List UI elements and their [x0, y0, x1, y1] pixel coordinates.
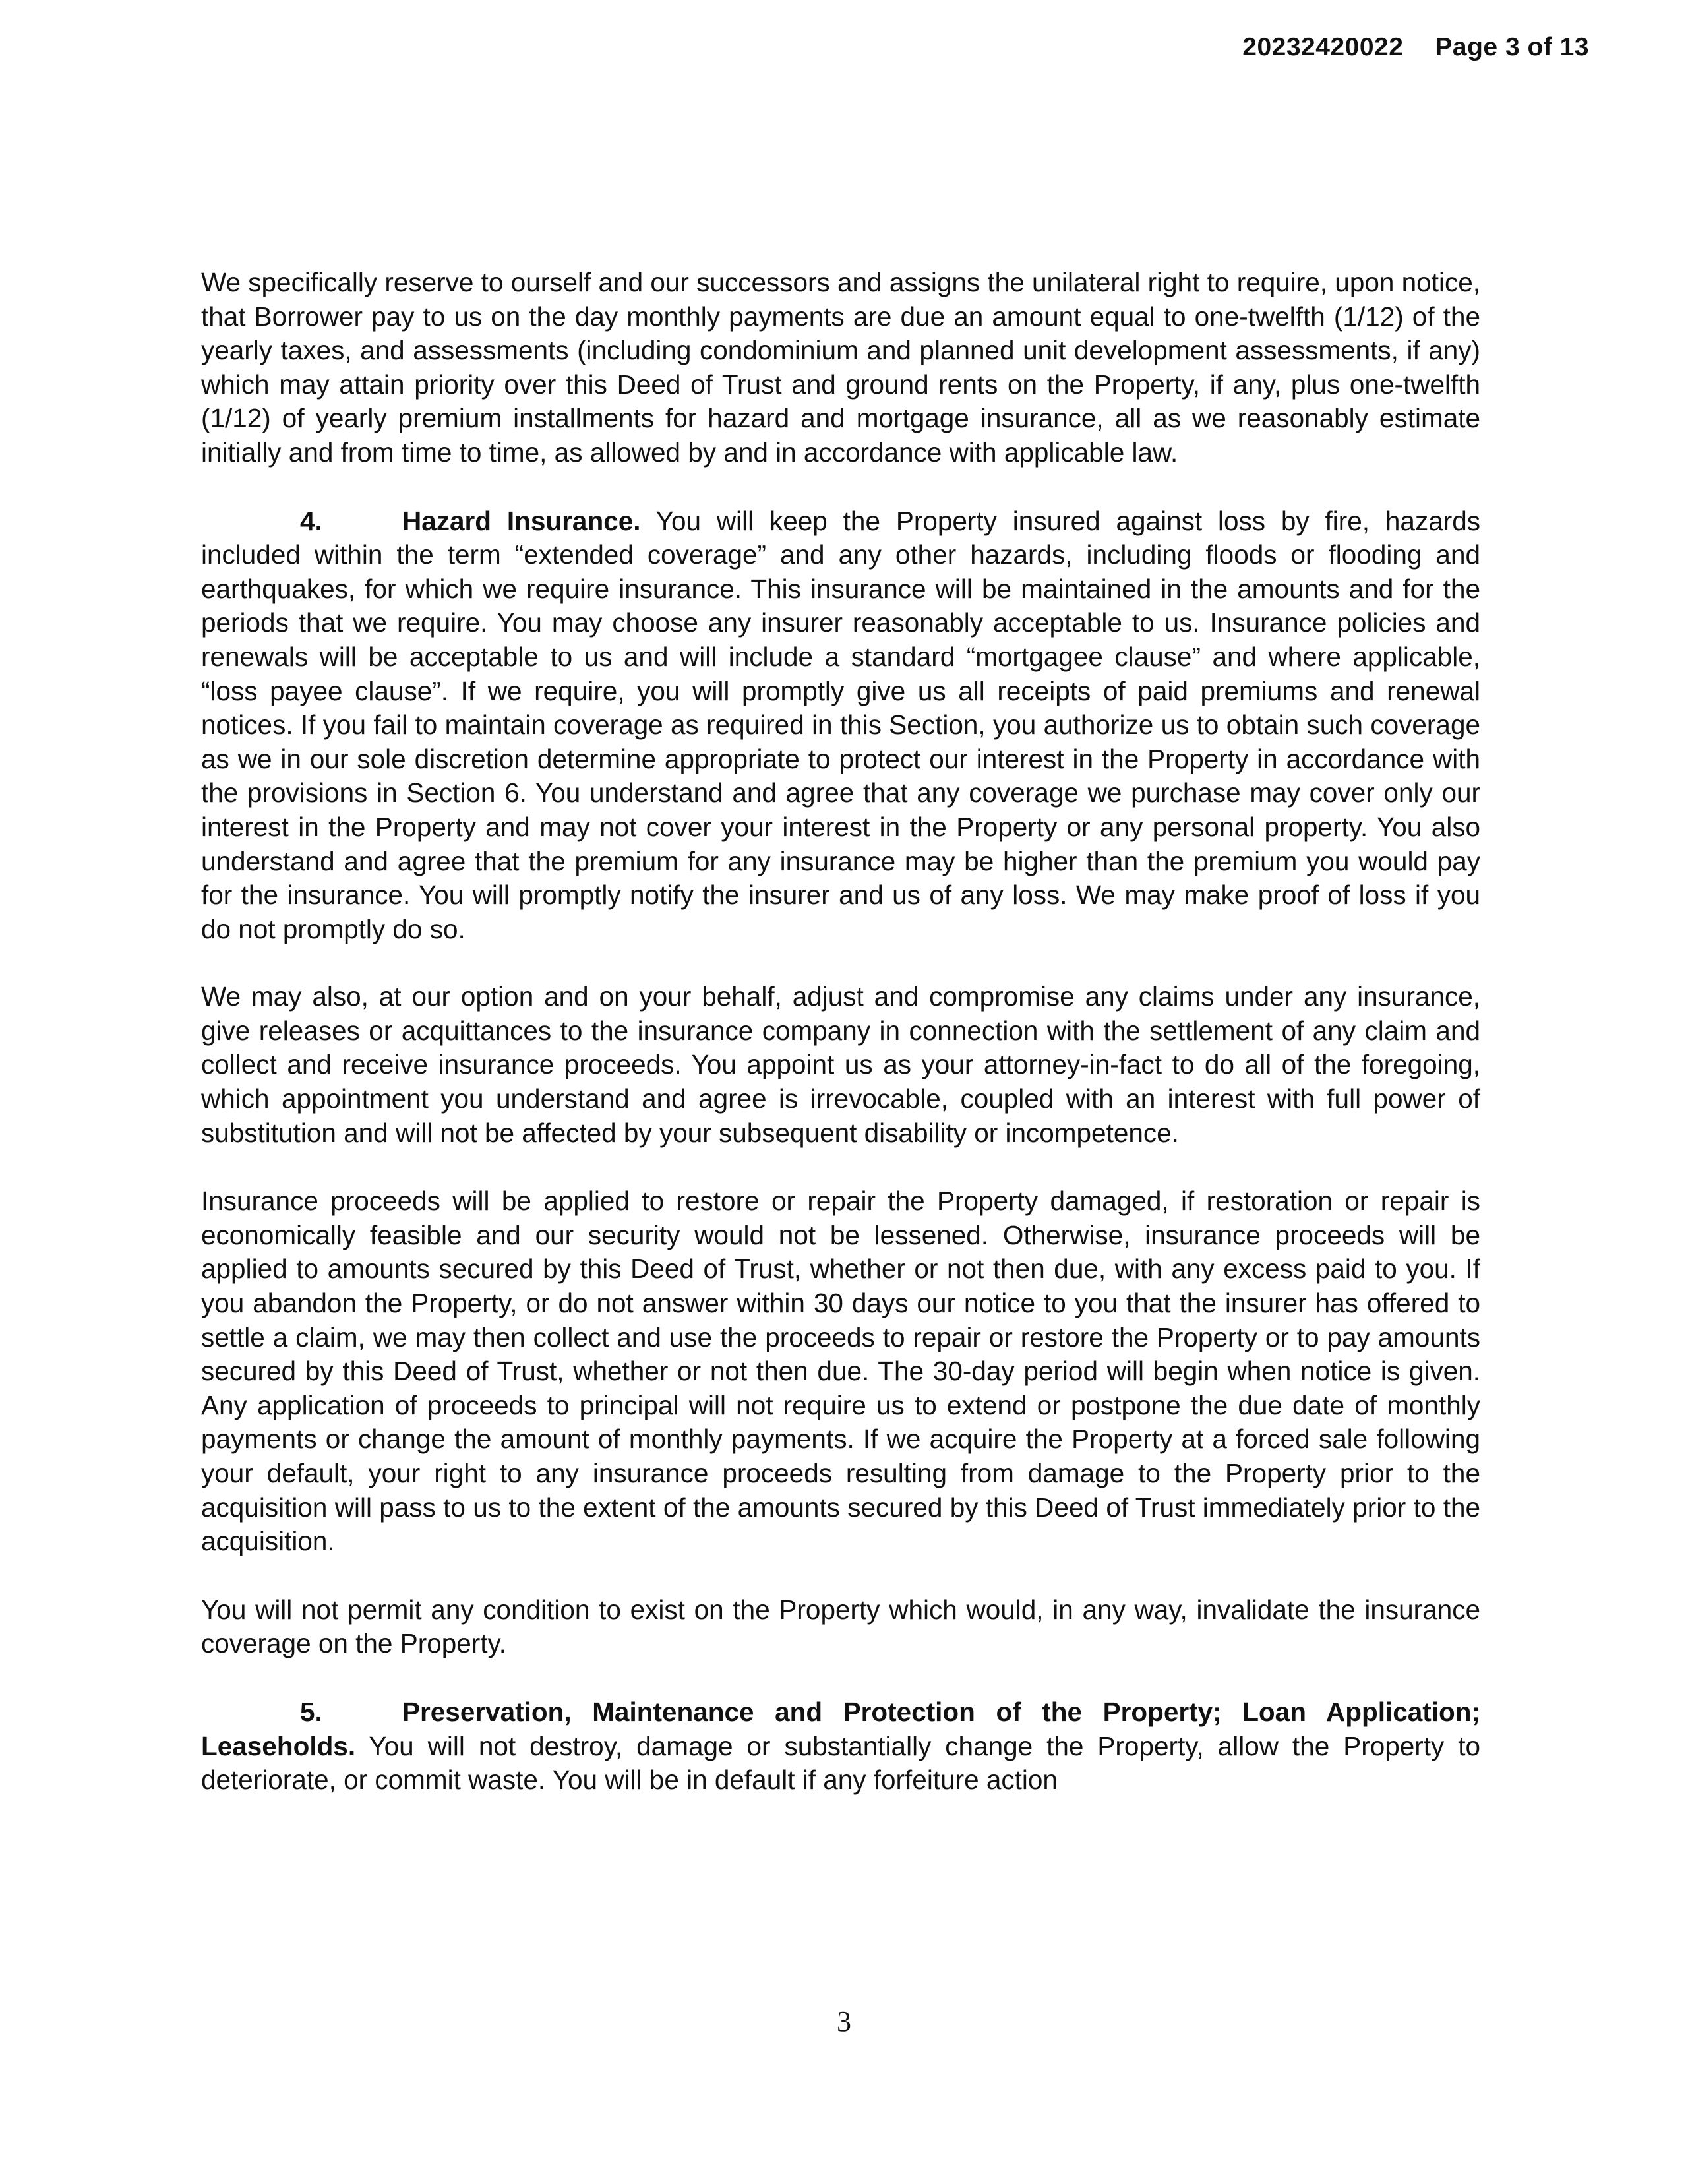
hazard-insurance-paragraph	[201, 504, 1480, 947]
document-number: 20232420022	[1242, 33, 1404, 61]
condition-paragraph: You will not permit any condition to exist on the Property which would, in any way, invalidate the insurance coverage on the Property.	[201, 1594, 1480, 1659]
claims-paragraph: We may also, at our option and on your behalf, adjust and compromise any claims under any insurance, give releases or acquittances to the insurance company in connection with the settlement of any claim and collect and receive insurance proceeds. You appoint us as your attorney-in-fact to do all of the foregoing, which appointment you understand and agree is irrevocable, coupled with an interest with full power of substitution and will not be affected by your subsequent disability or incompetence.	[201, 981, 1480, 1148]
section-number: 5.	[300, 1696, 322, 1727]
page-number: 3	[837, 2005, 851, 2038]
section-title: Hazard Insurance.	[402, 505, 641, 536]
page-header	[1242, 33, 1589, 62]
page-indicator: Page 3 of 13	[1435, 33, 1589, 61]
document-body	[201, 266, 1480, 1832]
preservation-paragraph	[201, 1695, 1480, 1798]
escrow-paragraph: We specifically reserve to ourself and our successors and assigns the unilateral right to require, upon notice, that Borrower pay to us on the day monthly payments are due an amount equal to one-twelfth (1/12) of the yearly taxes, and assessments (including condominium and planned unit development assessments, if any) which may attain priority over this Deed of Trust and ground rents on the Property, if any, plus one-twelfth (1/12) of yearly premium installments for hazard and mortgage insurance, all as we reasonably estimate initially and from time to time, as allowed by and in accordance with applicable law.	[201, 267, 1480, 468]
section-body: You will not destroy, damage or substantially change the Property, allow the Property to deteriorate, or commit waste. You will be in default if any forfeiture action	[201, 1730, 1480, 1796]
section-number: 4.	[300, 505, 322, 536]
section-title: Preservation, Maintenance and Protection of the Property; Loan Application; Leaseholds.	[201, 1696, 1480, 1761]
proceeds-paragraph: Insurance proceeds will be applied to restore or repair the Property damaged, if restoration or repair is economically feasible and our security would not be lessened. Otherwise, insurance proceeds will be applied to amounts secured by this Deed of Trust, whether or not then due, with any excess paid to you. If you abandon the Property, or do not answer within 30 days our notice to you that the insurer has offered to settle a claim, we may then collect and use the proceeds to repair or restore the Property or to pay amounts secured by this Deed of Trust, whether or not then due. The 30-day period will begin when notice is given. Any application of proceeds to principal will not require us to extend or postpone the due date of monthly payments or change the amount of monthly payments. If we acquire the Property at a forced sale following your default, your right to any insurance proceeds resulting from damage to the Property prior to the acquisition will pass to us to the extent of the amounts secured by this Deed of Trust immediately prior to the acquisition.	[201, 1186, 1480, 1557]
section-body: You will keep the Property insured against loss by fire, hazards included within the term “extended coverage” and any other hazards, including floods or flooding and earthquakes, for which we require insurance. This insurance will be maintained in the amounts and for the periods that we require. You may choose any insurer reasonably acceptable to us. Insurance policies and renewals will be acceptable to us and will include a standard “mortgagee clause” and where applicable, “loss payee clause”. If we require, you will promptly give us all receipts of paid premiums and renewal notices. If you fail to maintain coverage as required in this Section, you authorize us to obtain such coverage as we in our sole discretion determine appropriate to protect our interest in the Property in accordance with the provisions in Section 6. You understand and agree that any coverage we purchase may cover only our interest in the Property and may not cover your interest in the Property or any personal property. You also understand and agree that the premium for any insurance may be higher than the premium you would pay for the insurance. You will promptly notify the insurer and us of any loss. We may make proof of loss if you do not promptly do so.	[201, 505, 1480, 944]
